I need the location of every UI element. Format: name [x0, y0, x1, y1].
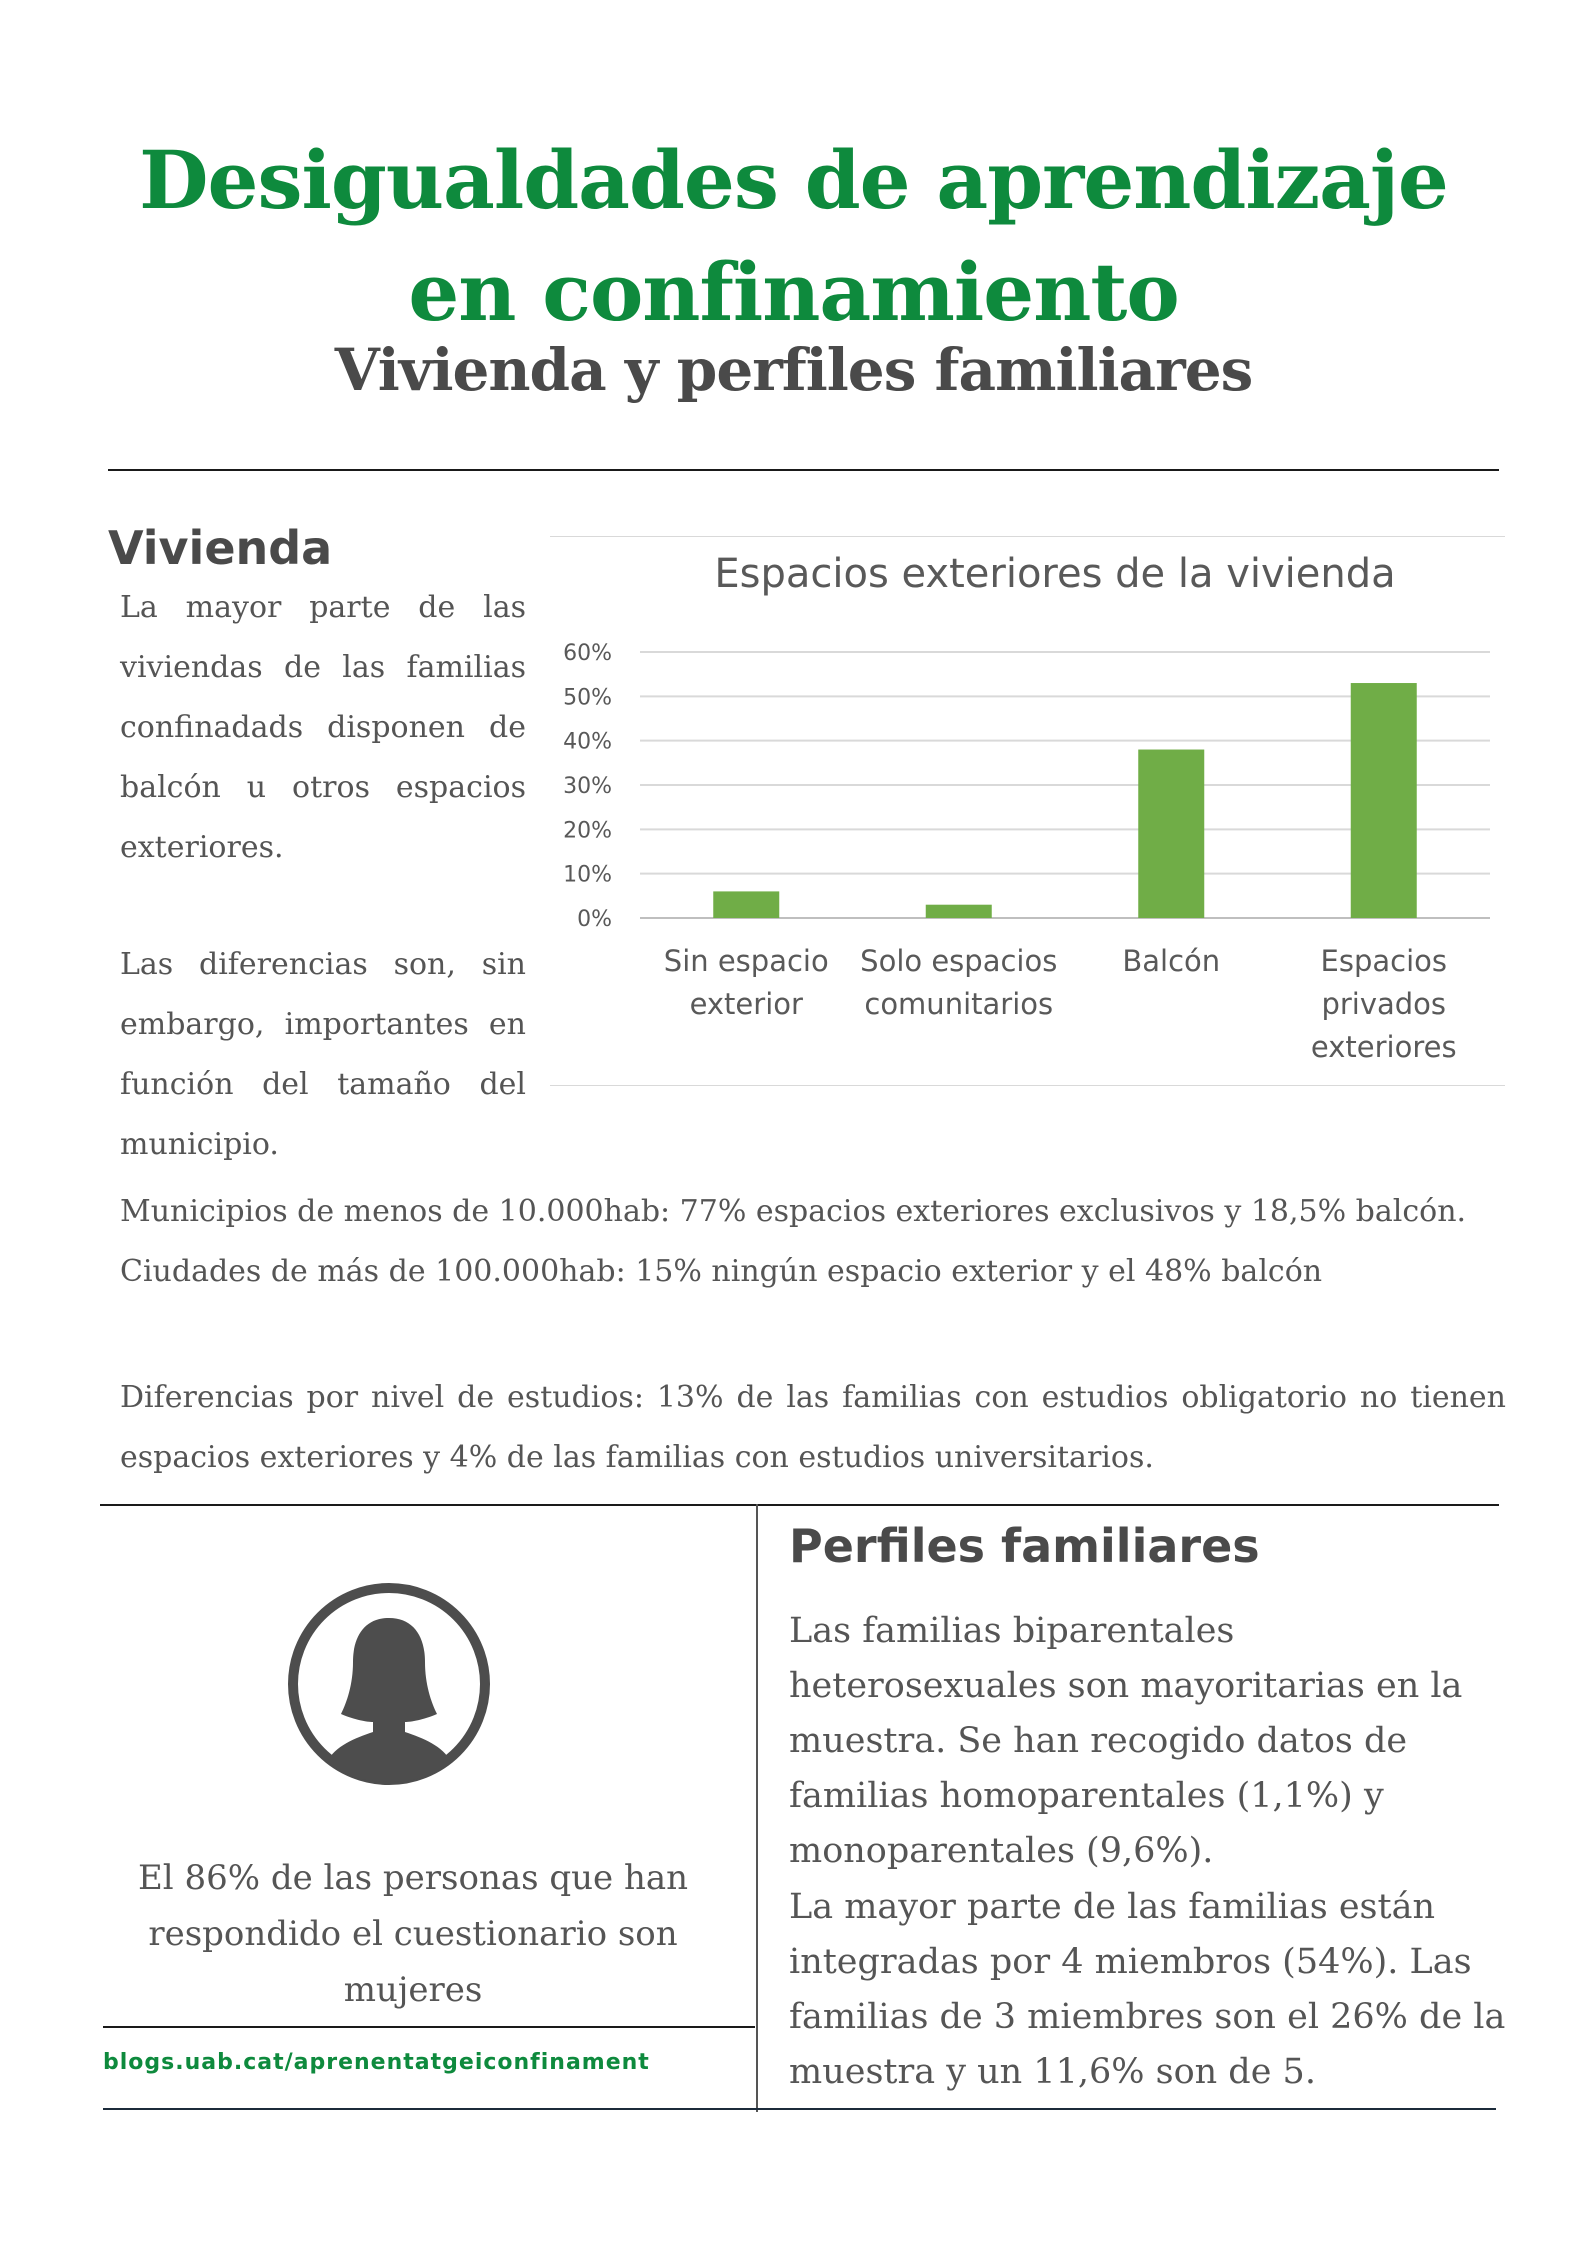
- y-tick-label: 10%: [563, 862, 612, 888]
- top-divider: [108, 469, 1499, 471]
- bottom-section-vertical-divider: [756, 1504, 758, 2112]
- blog-url-link[interactable]: blogs.uab.cat/aprenentatgeiconfinament: [103, 2050, 650, 2075]
- bottom-divider: [103, 2108, 1496, 2110]
- y-tick-label: 60%: [563, 641, 612, 666]
- perfiles-paragraph-1: Las familias biparentales heterosexuales son mayoritarias en la muestra. Se han recogido datos de familias homoparentales (1,1%) y monoparentales (9,6%).: [789, 1611, 1463, 1871]
- bar: [1138, 750, 1204, 918]
- page-subtitle: Vivienda y perfiles familiares: [334, 336, 1253, 404]
- x-category-label: Sin espacio exterior: [663, 944, 829, 1021]
- y-tick-label: 50%: [563, 685, 612, 711]
- x-category-label: Solo espacios comunitarios: [860, 944, 1058, 1021]
- vivienda-paragraph-2: Las diferencias son, sin embargo, importantes en función del tamaño del municipio.: [120, 947, 526, 1162]
- y-tick-label: 30%: [563, 774, 612, 799]
- perfiles-heading: Perfiles familiares: [789, 1519, 1260, 1573]
- footer-divider: [103, 2026, 755, 2028]
- bar: [713, 891, 779, 918]
- perfiles-paragraph-2: La mayor parte de las familias están integradas por 4 miembros (54%). Las familias de 3 miembres son el 26% de la muestra y un 11,6% son de 5.: [789, 1887, 1506, 2092]
- ciudades-large-line: Ciudades de más de 100.000hab: 15% ningún espacio exterior y el 48% balcón: [120, 1254, 1323, 1289]
- x-category-label: Espacios privados exteriores: [1310, 944, 1457, 1064]
- respondents-caption: El 86% de las personas que han respondido el cuestionario son mujeres: [137, 1858, 689, 2010]
- bar: [926, 905, 992, 918]
- title-line-2: en confinamiento: [408, 244, 1179, 339]
- vivienda-heading: Vivienda: [108, 521, 333, 575]
- page-title: [0, 124, 1587, 348]
- studies-paragraph: Diferencias por nivel de estudios: 13% de las familias con estudios obligatorio no tienen espacios exteriores y 4% de las familias con estudios universitarios.: [120, 1380, 1506, 1475]
- bar: [1351, 683, 1417, 918]
- y-tick-label: 20%: [563, 818, 612, 844]
- bottom-section-top-divider: [100, 1504, 1499, 1506]
- bar-chart: [550, 535, 1505, 1088]
- woman-avatar-icon: [285, 1580, 493, 1788]
- y-tick-label: 0%: [577, 907, 612, 932]
- title-line-1: Desigualdades de aprendizaje: [139, 132, 1448, 227]
- x-category-label: Balcón: [1122, 944, 1221, 978]
- municipios-small-line: Municipios de menos de 10.000hab: 77% espacios exteriores exclusivos y 18,5% balcón.: [120, 1194, 1467, 1229]
- chart-title: Espacios exteriores de la vivienda: [714, 551, 1396, 597]
- vivienda-paragraph-1: La mayor parte de las viviendas de las familias confinadads disponen de balcón u otros espacios exteriores.: [120, 590, 526, 865]
- y-tick-label: 40%: [563, 729, 612, 755]
